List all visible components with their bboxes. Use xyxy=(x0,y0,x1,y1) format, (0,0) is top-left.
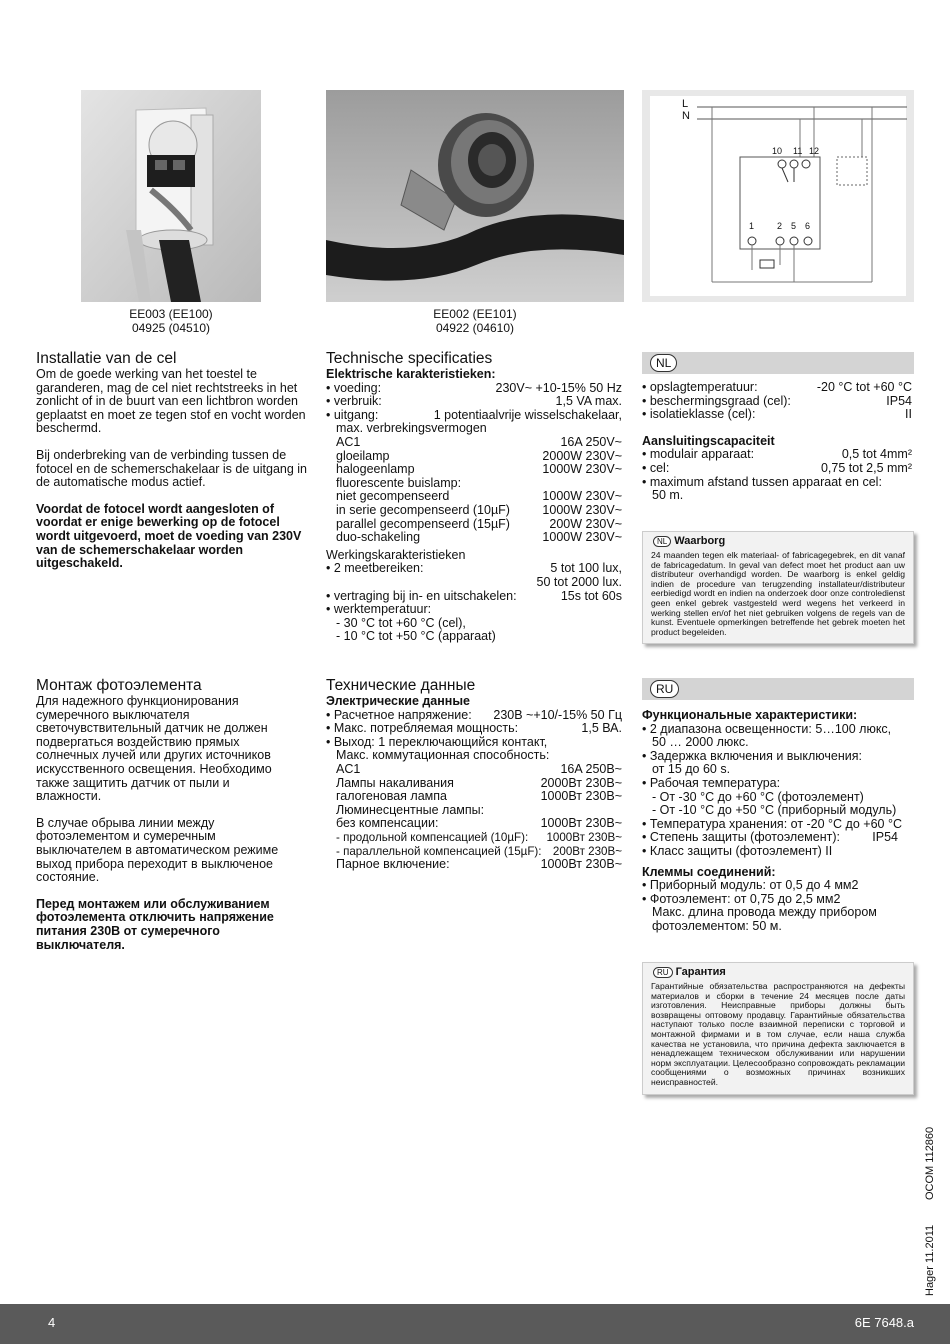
nl-language-badge: NL xyxy=(650,354,677,372)
nl-load-label: niet gecompenseerd xyxy=(336,489,450,504)
ru-installation-warning: Перед монтажем или обслуживанием фотоэлемента отключить напряжение питания 230В от сумеречного выключателя. xyxy=(36,896,274,952)
page-number: 4 xyxy=(48,1315,56,1330)
photo-ee003 xyxy=(81,90,261,302)
photo-ee002-caption-ref: EE002 (EE101) xyxy=(433,307,517,321)
ru-spec-voltage-label: • Расчетное напряжение: xyxy=(326,707,472,722)
nl-installation-p1: Om de goede werking van het toestel te garanderen, mag de cel niet rechtstreeks in het zonlicht of in de buurt van een lichtbron worden geplaatst en moet ze tegen stof en vocht worden beschermd. xyxy=(36,367,306,436)
ru-spec-ranges-2: 50 … 2000 люкс. xyxy=(652,735,749,750)
ru-specs-electrical-heading: Электрические данные xyxy=(326,694,470,708)
nl-warranty-text: 24 maanden tegen elk materiaal- of fabricagegebrek, en dit vanaf de fabricagedatum. In geval van defect moet het product aan uw distributeur overhandigd worden. De waarborg is enkel geldig indien de procedure van terugzending installateur/distributeur eerbiedigd wordt en indien na onderzoek door onze controledienst geen enkel gebrek vastgesteld werd wegens het verkeerd in werking stellen en/of het niet gebruiken volgens de regels van de kunst. Eventuele opmerkingen betreffende het gebrek moeten het product begeleiden. xyxy=(651,550,905,637)
nl-installation-title: Installatie van de cel xyxy=(36,350,177,367)
diagram-label-l: L xyxy=(682,98,689,110)
diagram-terminal-11: 11 xyxy=(793,146,803,156)
ru-language-badge: RU xyxy=(650,680,679,698)
nl-specs-section xyxy=(326,350,622,644)
nl-spec-cel-value: 0,75 tot 2,5 mm² xyxy=(820,460,912,475)
photo-ee003-image xyxy=(81,90,261,302)
nl-spec-voeding-value: 230V~ +10-15% 50 Hz xyxy=(495,380,622,395)
ru-load-label: Парное включение: xyxy=(336,857,450,872)
nl-specs-title: Technische specificaties xyxy=(326,350,493,367)
nl-connection-heading: Aansluitingscapaciteit xyxy=(642,433,775,448)
nl-spec-bescherm-value: IP54 xyxy=(886,393,912,408)
diagram-label-n: N xyxy=(682,110,690,122)
photo-ee002-caption-code: 04922 (04610) xyxy=(435,321,515,335)
ru-spec-cell-terminals: • Фотоэлемент: от 0,75 до 2,5 мм2 xyxy=(642,891,841,906)
ru-load-value: 16A 250В~ xyxy=(560,761,622,776)
diagram-terminal-6: 6 xyxy=(805,221,811,231)
ru-warranty-badge: RU xyxy=(653,967,673,978)
nl-installation-p2: Bij onderbreking van de verbinding tussen de fotocel en de schemerschakelaar is de uitgang in de automatische modus actief. xyxy=(36,447,307,490)
nl-spec-voeding-label: • voeding: xyxy=(326,380,382,395)
nl-spec-vertraging-value: 15s tot 60s xyxy=(560,588,622,603)
ru-load-value: 1000Вт 230В~ xyxy=(540,857,622,872)
ru-spec-operating-temp-cell: - От -30 °C до +60 °C (фотоэлемент) xyxy=(652,789,864,804)
ru-warranty-text: Гарантийные обязательства распространяются на дефекты материалов и сборки в течение 24 месяцев после даты изготовления. Неисправные приборы должны быть возвращены оптовому продавцу. Гарантийные обязательства наступают только после взаимной переписки с торговой и монтажной фирмами и в том случае, если наша служба качества не установила, что причина дефекта заключается в ненадлежащем техническом обслуживании или нарушении норм эксплуатации. Целесообразно сопровождать рекламации сообщениями о возможных причинах возникших неисправностей. xyxy=(651,981,905,1087)
nl-load-label: halogeenlamp xyxy=(336,462,415,477)
nl-load-value: 1000W 230V~ xyxy=(542,502,622,517)
ru-specs-title: Технические данные xyxy=(326,677,476,694)
ru-warranty-title: Гарантия xyxy=(675,966,726,978)
nl-spec-vertraging-label: • vertraging bij in- en uitschakelen: xyxy=(326,588,517,603)
nl-spec-verbruik-label: • verbruik: xyxy=(326,394,382,409)
ru-spec-delay-value: от 15 до 60 s. xyxy=(652,762,731,777)
ru-terminals-heading: Клеммы соединений: xyxy=(642,864,776,879)
wiring-diagram xyxy=(642,90,914,302)
photo-ee002-image xyxy=(326,90,624,302)
nl-specs-operating-heading: Werkingskarakteristieken xyxy=(326,547,466,562)
ru-spec-class: • Класс защиты (фотоэлемент) II xyxy=(642,843,833,858)
ru-spec-protection-label: • Степень защиты (фотоэлемент): xyxy=(642,830,840,845)
ru-installation-p2: В случае обрыва линии между фотоэлементом и сумеречным выключателем в автоматическом режиме выход прибора переходит в выключеное состояние. xyxy=(36,815,279,885)
ru-language-bar xyxy=(642,678,914,700)
ru-load-label: Люминесцентные лампы: xyxy=(336,802,485,817)
nl-installation-warning: Voordat de fotocel wordt aangesloten of voordat er enige bewerking op de fotocel wordt uitgevoerd, moet de voeding van 230V van de schemerschakelaar worden uitgeschakeld. xyxy=(36,501,302,571)
ru-spec-max-length: Макс. длина провода между прибором xyxy=(652,905,877,920)
ru-spec-protection-value: IP54 xyxy=(872,830,898,845)
nl-spec-isolatie-value: II xyxy=(905,407,912,422)
diagram-terminal-10: 10 xyxy=(772,146,783,156)
ru-spec-ranges: • 2 диапазона освещенности: 5…100 люкс, xyxy=(642,721,892,736)
ru-spec-storage-temp: • Температура хранения: от -20 °C до +60 °C xyxy=(642,816,902,831)
nl-specs-electrical-heading: Elektrische karakteristieken: xyxy=(326,367,496,381)
ru-load-label: без компенсации: xyxy=(336,816,439,831)
diagram-terminal-2: 2 xyxy=(777,221,783,231)
nl-installation-section xyxy=(36,350,311,571)
ru-spec-power-value: 1,5 ВА. xyxy=(581,721,622,736)
nl-spec-modulair-label: • modulair apparaat: xyxy=(642,447,755,462)
nl-spec-max-distance: • maximum afstand tussen apparaat en cel: xyxy=(642,474,882,489)
ru-spec-operating-temp: • Рабочая температура: xyxy=(642,775,781,790)
ru-spec-delay: • Задержка включения и выключения: xyxy=(642,748,862,763)
photo-ee003-caption-ref: EE003 (EE100) xyxy=(129,307,213,321)
ru-specs-section xyxy=(326,677,622,872)
ru-load-value: 1000Вт 230В~ xyxy=(540,816,622,831)
nl-load-value: 1000W 230V~ xyxy=(542,530,622,545)
nl-spec-werktemp-label: • werktemperatuur: xyxy=(326,602,432,617)
nl-spec-verbreking: max. verbrekingsvermogen xyxy=(336,421,487,436)
nl-language-bar xyxy=(642,352,914,374)
nl-spec-opslag-label: • opslagtemperatuur: xyxy=(642,380,758,394)
ru-spec-output: • Выход: 1 переключающийся контакт, xyxy=(326,734,548,749)
nl-load-label: AC1 xyxy=(336,434,361,449)
diagram-terminal-12: 12 xyxy=(809,146,820,156)
document-date: Hager 11.2011 xyxy=(924,1224,936,1296)
ru-load-value: 1000Вт 230В~ xyxy=(546,830,622,844)
document-code: 6E 7648.a xyxy=(854,1315,914,1330)
ru-load-value: 200Вт 230В~ xyxy=(552,844,622,858)
ru-load-label: галогеновая лампа xyxy=(336,789,447,804)
ru-spec-operating-temp-module: - От -10 °C до +50 °C (приборный модуль) xyxy=(652,803,897,818)
page-footer xyxy=(0,1304,950,1344)
nl-spec-uitgang-label: • uitgang: xyxy=(326,407,379,422)
ru-load-value: 2000Вт 230В~ xyxy=(540,775,622,790)
nl-warranty-badge: NL xyxy=(653,536,671,547)
nl-spec-meet-value1: 5 tot 100 lux, xyxy=(550,561,622,576)
nl-load-label: gloeilamp xyxy=(336,448,390,463)
ru-spec-switching: Макс. коммутационная способность: xyxy=(336,748,550,763)
nl-load-label: in serie gecompenseerd (10µF) xyxy=(336,502,510,517)
ru-installation-section xyxy=(36,677,296,952)
ru-load-label: - продольной компенсацией (10µF): xyxy=(336,830,529,844)
document-reference: OCOM 112860 xyxy=(924,1126,936,1200)
nl-spec-meet-label: • 2 meetbereiken: xyxy=(326,561,424,576)
ru-spec-max-length-value: фотоэлементом: 50 м. xyxy=(652,918,782,933)
ru-spec-voltage-value: 230В ~+10/-15% 50 Гц xyxy=(493,707,622,722)
ru-installation-title: Монтаж фотоэлемента xyxy=(36,677,202,694)
nl-spec-bescherm-label: • beschermingsgraad (cel): xyxy=(642,393,791,408)
nl-spec-werktemp-cel: - 30 °C tot +60 °C (cel), xyxy=(336,615,466,630)
nl-load-label: duo-schakeling xyxy=(336,530,421,545)
nl-load-value: 1000W 230V~ xyxy=(542,462,622,477)
ru-warranty-box xyxy=(642,962,914,1095)
nl-warranty-title: Waarborg xyxy=(674,535,726,547)
nl-spec-opslag-value: -20 °C tot +60 °C xyxy=(816,380,912,394)
nl-spec-uitgang-value: 1 potentiaalvrije wisselschakelaar, xyxy=(433,407,622,422)
nl-spec-meet-value2: 50 tot 2000 lux. xyxy=(536,574,622,589)
nl-spec-isolatie-label: • isolatieklasse (cel): xyxy=(642,407,756,422)
ru-load-value: 1000Вт 230В~ xyxy=(540,789,622,804)
ru-functional-heading: Функциональные характеристики: xyxy=(642,708,858,722)
ru-spec-module-terminals: • Приборный модуль: от 0,5 до 4 мм2 xyxy=(642,878,859,893)
nl-load-value: 200W 230V~ xyxy=(549,516,622,531)
ru-right-specs xyxy=(642,709,914,934)
diagram-terminal-1: 1 xyxy=(749,221,755,231)
nl-load-value: 16A 250V~ xyxy=(560,434,622,449)
nl-load-label: parallel gecompenseerd (15µF) xyxy=(336,516,510,531)
ru-load-label: Лампы накаливания xyxy=(336,775,454,790)
nl-spec-modulair-value: 0,5 tot 4mm² xyxy=(841,447,912,462)
ru-load-label: AC1 xyxy=(336,761,361,776)
ru-load-label: - параллельной компенсацией (15µF): xyxy=(336,844,542,858)
diagram-terminal-5: 5 xyxy=(791,221,797,231)
photo-ee003-caption-code: 04925 (04510) xyxy=(131,321,211,335)
nl-right-specs xyxy=(642,381,912,503)
nl-spec-werktemp-apparaat: - 10 °C tot +50 °C (apparaat) xyxy=(336,629,496,644)
nl-spec-max-distance-value: 50 m. xyxy=(652,488,684,503)
nl-load-value: 2000W 230V~ xyxy=(542,448,622,463)
ru-spec-power-label: • Макс. потребляемая мощность: xyxy=(326,721,519,736)
nl-load-label: fluorescente buislamp: xyxy=(336,475,462,490)
nl-spec-verbruik-value: 1,5 VA max. xyxy=(555,394,622,409)
nl-warranty-box xyxy=(642,531,914,644)
photo-ee002 xyxy=(326,90,624,302)
nl-spec-cel-label: • cel: xyxy=(642,460,670,475)
ru-installation-p1: Для надежного функционирования сумеречного выключателя светочувствительный датчик не должен подвергаться воздействию прямых солнечных лучей или других источников искусственного освещения. Необходимо также защитить датчик от пыли и влажности. xyxy=(36,694,272,804)
nl-load-value: 1000W 230V~ xyxy=(542,489,622,504)
